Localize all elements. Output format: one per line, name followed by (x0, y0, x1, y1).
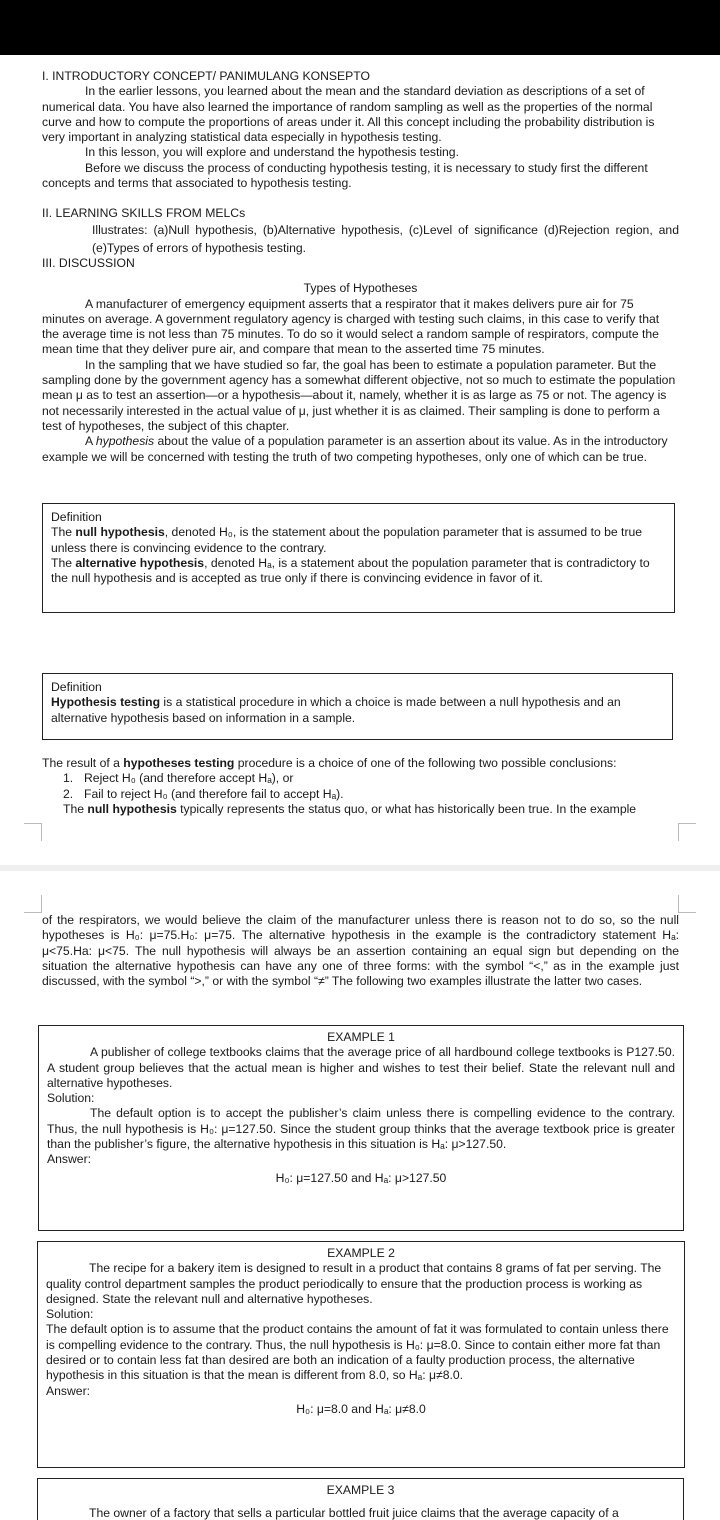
list-item: 1. Reject H₀ (and therefore accept Hₐ), or (63, 771, 294, 786)
top-status-bar (0, 0, 720, 55)
example-problem: A publisher of college textbooks claims that the average price of all hardbound college textbooks is P127.50. A student group believes that the actual mean is higher and wishes to test their belief. State the relevant null and alternative hypotheses. (47, 1045, 675, 1090)
result-intro: The result of a hypotheses testing procedure is a choice of one of the following two possible conclusions: (42, 756, 617, 770)
subheading: Types of Hypotheses (303, 281, 418, 296)
paragraph: In the sampling that we have studied so far, the goal has been to estimate a population parameter. But the sampling done by the government agency has a somewhat different objective, not so much to estimate the population mean μ as to test an assertion—or a hypothesis—about it, namely, whether it is as large as 75 or not. The agency is not necessarily interested in the actual value of μ, just whether it is as claimed. Their sampling is done to perform a test of hypotheses, the subject of this chapter. (42, 357, 676, 433)
example-3-box (37, 1478, 684, 1520)
example-title: EXAMPLE 3 (326, 1483, 395, 1497)
example-1-box (38, 1025, 684, 1231)
example-title: EXAMPLE 2 (327, 1246, 395, 1260)
definition-title: Definition (51, 510, 102, 524)
example-problem: The owner of a factory that sells a particular bottled fruit juice claims that the average capacity of a (89, 1506, 619, 1520)
section-introductory-concept (42, 69, 679, 191)
example-answer: H₀: μ=127.50 and Hₐ: μ>127.50 (275, 1170, 447, 1185)
definition-box-hypotheses (42, 503, 675, 613)
example-title: EXAMPLE 1 (327, 1030, 395, 1044)
page-margin-corner-top-left (24, 895, 42, 913)
answer-label: Answer: (47, 1152, 92, 1167)
example-answer: H₀: μ=8.0 and Hₐ: μ≠8.0 (296, 1401, 426, 1416)
paragraph: Illustrates: (a)Null hypothesis, (b)Alternative hypothesis, (c)Level of significance (d)Rejection region, and (e)Types of errors of hypothesis testing. (92, 223, 679, 256)
list-item: 2. Fail to reject H₀ (and therefore fail to accept Hₐ). (63, 786, 344, 801)
paragraph: A hypothesis about the value of a population parameter is an assertion about its value. As in the introductory example we will be concerned with testing the truth of two competing hypotheses, only one of which can be true. (42, 434, 668, 464)
null-hypothesis-note: The null hypothesis typically represents the status quo, or what has historically been true. In the example (63, 801, 637, 816)
section-heading: I. INTRODUCTORY CONCEPT/ PANIMULANG KONSEPTO (42, 69, 370, 83)
solution-label: Solution: (47, 1091, 95, 1106)
definition-box-hypothesis-testing (42, 673, 673, 740)
result-section (42, 756, 679, 817)
page-margin-corner-bottom-right (678, 823, 696, 841)
paragraph: In the earlier lessons, you learned about the mean and the standard deviation as descriptions of a set of numerical data. You have also learned the importance of random sampling as well as the properties of the normal curve and how to compute the proportions of areas under it. All this concept including the probability distribution is very important in analyzing statistical data especially in hypothesis testing. (42, 84, 655, 145)
definition-title: Definition (51, 680, 102, 694)
answer-label: Answer: (46, 1383, 91, 1398)
section-learning-skills (42, 206, 679, 257)
document-page-2 (0, 871, 720, 1520)
section-heading: II. LEARNING SKILLS FROM MELCs (42, 206, 246, 220)
continuation-paragraph: of the respirators, we would believe the claim of the manufacturer unless there is reason not to do so, so the null hypotheses is H₀: μ=75.H₀: μ=75. The alternative hypothesis in the example is the contradictory statement Hₐ: μ<75.Ha: μ<75. The null hypothesis will always be an assertion containing an equal sign but depending on the situation the alternative hypothesis can have any one of three forms: with the symbol “<,” as in the example just discussed, with the symbol “>,” or with the symbol “≠” The following two examples illustrate the latter two cases. (42, 913, 679, 989)
definition-null: The null hypothesis, denoted H₀, is the statement about the population parameter that is assumed to be true unless there is convincing evidence to the contrary. (51, 525, 643, 555)
section-heading: III. DISCUSSION (42, 256, 135, 270)
document-page-1 (0, 55, 720, 865)
paragraph: A manufacturer of emergency equipment asserts that a respirator that it makes delivers pure air for 75 minutes on average. A government regulatory agency is charged with testing such claims, in this case to verify that the average time is not less than 75 minutes. To do so it would select a random sample of respirators, compute the mean time that they deliver pure air, and compare that mean to the asserted time 75 minutes. (42, 296, 660, 357)
definition-alternative: The alternative hypothesis, denoted Hₐ, is a statement about the population parameter that is contradictory to the null hypothesis and is accepted as true only if there is convincing evidence in favor of it. (51, 555, 650, 586)
page-margin-corner-top-right (678, 895, 696, 913)
example-problem: The recipe for a bakery item is designed to result in a product that contains 8 grams of fat per serving. The quality control department samples the product periodically to ensure that the production process is working as designed. State the relevant null and alternative hypotheses. (46, 1261, 662, 1306)
conclusions-list (42, 771, 679, 802)
solution-label: Solution: (46, 1307, 94, 1322)
emphasis: hypothesis (95, 434, 155, 449)
section-discussion (42, 256, 679, 465)
page-margin-corner-bottom-left (24, 823, 42, 841)
definition-text: Hypothesis testing is a statistical procedure in which a choice is made between a null hypothesis and an alternative hypothesis based on information in a sample. (51, 695, 621, 725)
example-solution: The default option is to accept the publisher’s claim unless there is compelling evidence to the contrary. Thus, the null hypothesis is H₀: μ=127.50. Since the student group thinks that the average textbook price is greater than the publisher’s figure, the alternative hypothesis in this situation is Hₐ: μ>127.50. (47, 1106, 675, 1152)
paragraph: In this lesson, you will explore and understand the hypothesis testing. (85, 145, 459, 160)
example-solution: The default option is to assume that the product contains the amount of fat it was formulated to contain unless there is compelling evidence to the contrary. Thus, the null hypothesis is H₀: μ=8.0. Since to contain either more fat than desired or to contain less fat than desired are both an indication of a faulty production process, the alternative hypothesis in this situation is that the mean is different from 8.0, so Hₐ: μ≠8.0. (46, 1322, 669, 1383)
paragraph: Before we discuss the process of conducting hypothesis testing, it is necessary to study first the different concepts and terms that associated to hypothesis testing. (42, 160, 648, 191)
example-2-box (37, 1241, 685, 1468)
